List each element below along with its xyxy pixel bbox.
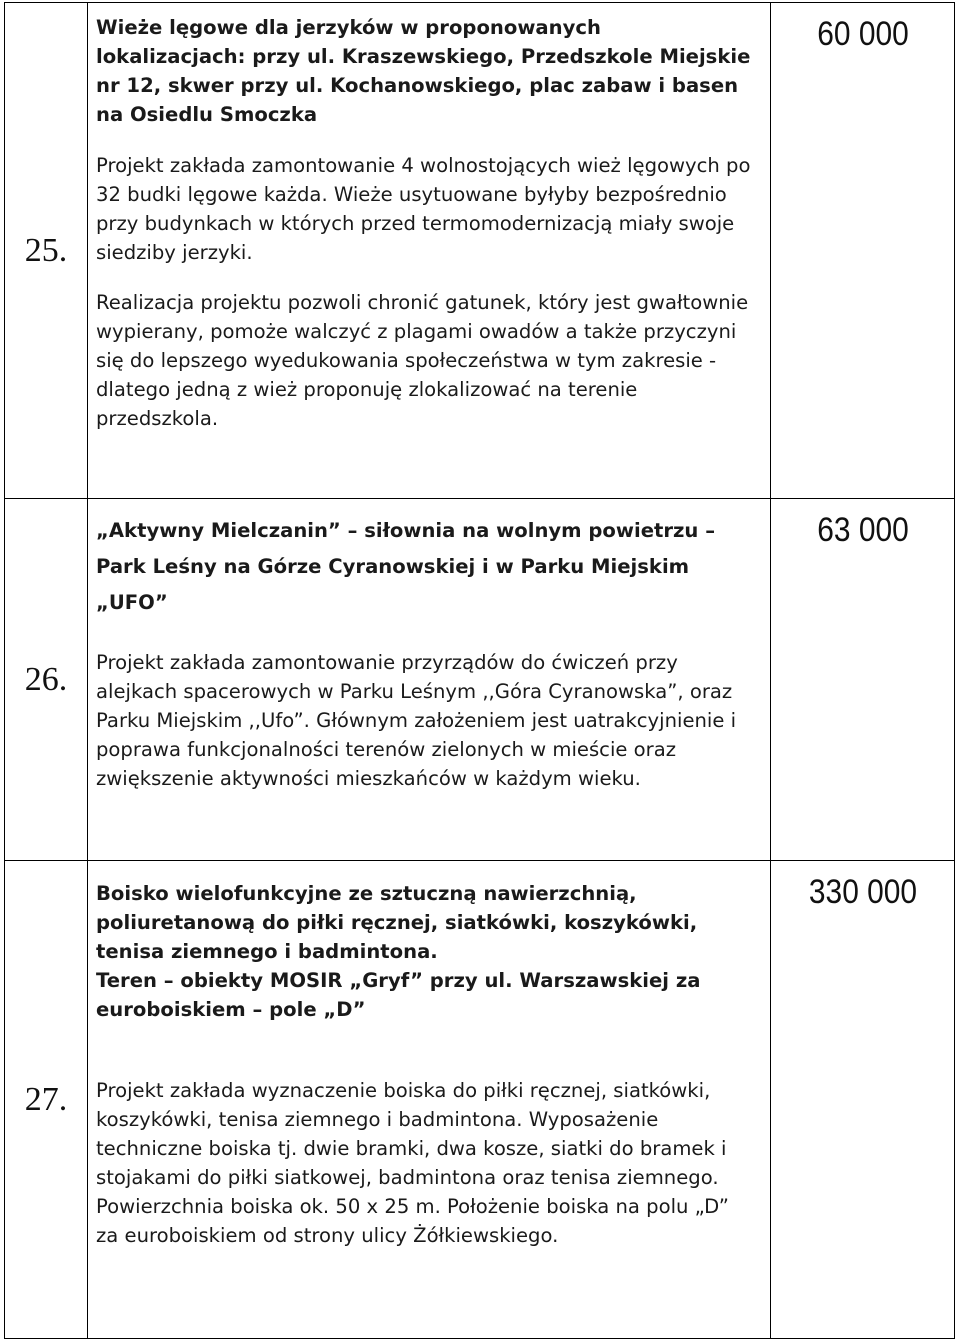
project-description xyxy=(88,3,771,499)
project-title: „Aktywny Mielczanin” – siłownia na wolnym powietrzu – Park Leśny na Górze Cyranowskiej i w Parku Miejskim „UFO” xyxy=(96,519,715,614)
table-row xyxy=(5,861,955,1339)
project-paragraph: Projekt zakłada wyznaczenie boiska do piłki ręcznej, siatkówki, koszykówki, tenisa ziemnego i badmintona. Wyposażenie techniczne boiska tj. dwie bramki, dwa kosze, siatki do bramek i stojakami do piłki siatkowej, badmintona oraz tenisa ziemnego. Powierzchnia boiska ok. 50 x 25 m. Położenie boiska na polu „D” za euroboiskiem od strony ulicy Żółkiewskiego. xyxy=(96,1079,729,1247)
row-number: 25. xyxy=(5,3,88,499)
project-paragraph: Projekt zakłada zamontowanie przyrządów do ćwiczeń przy alejkach spacerowych w Parku Leśnym ,,Góra Cyranowska”, oraz Parku Miejskim ,,Ufo”. Głównym założeniem jest uatrakcyjnienie i poprawa funkcjonalności terenów zielonych w mieście oraz zwiększenie aktywności mieszkańców w każdym wieku. xyxy=(96,651,737,790)
project-location: Teren – obiekty MOSIR „Gryf” przy ul. Warszawskiej za euroboiskiem – pole „D” xyxy=(96,969,701,1021)
project-description xyxy=(88,861,771,1339)
row-number: 27. xyxy=(5,861,88,1339)
projects-table xyxy=(4,2,955,1339)
table-row xyxy=(5,499,955,861)
project-paragraph: Realizacja projektu pozwoli chronić gatunek, który jest gwałtownie wypierany, pomoże walczyć z plagami owadów a także przyczyni się do lepszego wyedukowania społeczeństwa w tym zakresie - dlatego jedną z wież proponuję zlokalizować na terenie przedszkola. xyxy=(96,291,749,430)
project-title: Wieże lęgowe dla jerzyków w proponowanych lokalizacjach: przy ul. Kraszewskiego, Przedszkole Miejskie nr 12, skwer przy ul. Kochanowskiego, plac zabaw i basen na Osiedlu Smoczka xyxy=(96,16,751,126)
table-row xyxy=(5,3,955,499)
project-title: Boisko wielofunkcyjne ze sztuczną nawierzchnią, poliuretanową do piłki ręcznej, siatkówki, koszykówki, tenisa ziemnego i badmintona. xyxy=(96,882,698,963)
project-description xyxy=(88,499,771,861)
project-cost: 63 000 xyxy=(782,499,944,861)
row-number: 26. xyxy=(5,499,88,861)
project-cost: 330 000 xyxy=(782,861,944,1339)
project-cost: 60 000 xyxy=(782,3,944,499)
project-paragraph: Projekt zakłada zamontowanie 4 wolnostojących wież lęgowych po 32 budki lęgowe każda. Wieże usytuowane byłyby bezpośrednio przy budynkach w których przed termomodernizacją miały swoje siedziby jerzyki. xyxy=(96,154,751,264)
